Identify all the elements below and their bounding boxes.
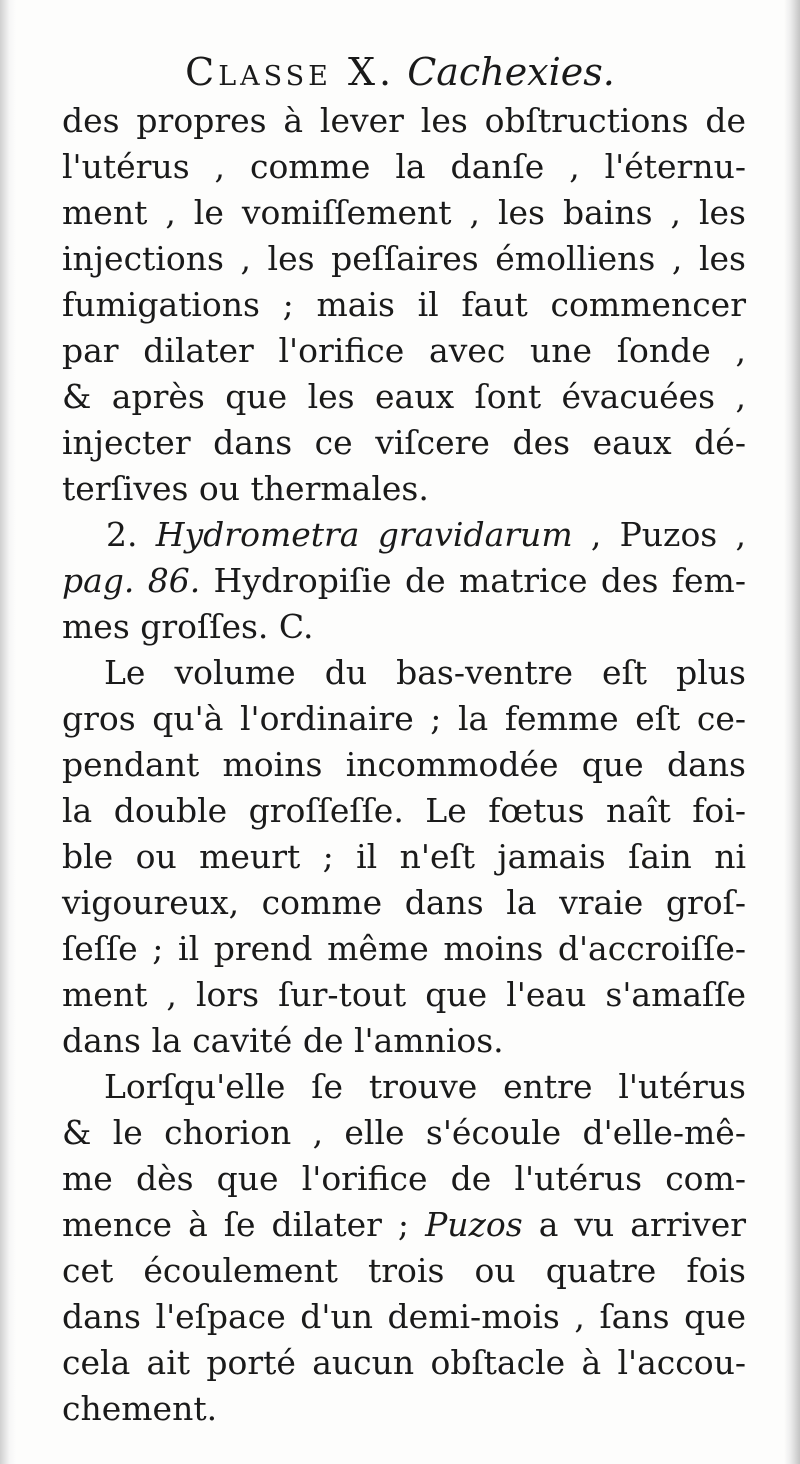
text-line: injections , les peſſaires émolliens , les	[62, 239, 746, 278]
text-line: & après que les eaux ſont évacuées ,	[62, 377, 746, 416]
species-line-2	[62, 558, 746, 604]
text-line: ment , lors ſur-tout que l'eau s'amaſſe	[62, 975, 746, 1014]
paragraph-species-heading	[62, 512, 746, 650]
running-header	[0, 46, 800, 98]
line-text-after: a vu arriver	[538, 1205, 746, 1244]
species-author: , Puzos ,	[590, 515, 746, 554]
text-line: ſeſſe ; il prend même moins d'accroiſſe-	[62, 929, 746, 968]
species-number: 2.	[106, 515, 138, 554]
page-right-edge	[784, 0, 800, 1464]
text-line: ment , le vomiſſement , les bains , les	[62, 193, 746, 232]
page-left-edge	[0, 0, 16, 1464]
text-line-with-author	[62, 1202, 746, 1248]
text-line: par dilater l'orifice avec une ſonde ,	[62, 331, 746, 370]
text-line: injecter dans ce viſcere des eaux dé-	[62, 423, 746, 462]
text-line: ble ou meurt ; il n'eſt jamais ſain ni	[62, 837, 746, 876]
text-line: me dès que l'orifice de l'utérus com-	[62, 1159, 746, 1198]
text-line: l'utérus , comme la danſe , l'éternu-	[62, 147, 746, 186]
author-name-puzos: Puzos	[425, 1205, 523, 1244]
text-line: terſives ou thermales.	[62, 469, 429, 508]
text-line: cela ait porté aucun obſtacle à l'accou-	[62, 1343, 746, 1382]
text-line: gros qu'à l'ordinaire ; la femme eſt ce-	[62, 699, 746, 738]
species-line-1	[62, 512, 746, 558]
header-cachexies: Cachexies.	[407, 50, 615, 94]
text-line: pendant moins incommodée que dans	[62, 745, 746, 784]
paragraph-chorion	[62, 1064, 746, 1432]
text-line: des propres à lever les obſtructions de	[62, 101, 746, 140]
text-line: fumigations ; mais il faut commencer	[62, 285, 746, 324]
line-text-before: mence à ſe dilater ;	[62, 1205, 410, 1244]
paragraph-description	[62, 650, 746, 1064]
text-line: dans la cavité de l'amnios.	[62, 1021, 504, 1060]
body-text	[62, 98, 746, 1432]
species-french-name: Hydropiſie de matrice des fem-	[213, 561, 746, 600]
text-line: la double groſſeſſe. Le fœtus naît foi-	[62, 791, 746, 830]
species-latin-name: Hydrometra gravidarum	[155, 515, 573, 554]
text-line: Lorſqu'elle ſe trouve entre l'utérus	[104, 1067, 746, 1106]
text-line: chement.	[62, 1389, 218, 1428]
text-line: & le chorion , elle s'écoule d'elle-mê-	[62, 1113, 746, 1152]
species-page-ref: pag. 86.	[62, 561, 201, 600]
header-classe: Classe X.	[185, 50, 396, 94]
text-line: dans l'eſpace d'un demi-mois , ſans que	[62, 1297, 746, 1336]
paragraph-treatment	[62, 98, 746, 512]
text-line: cet écoulement trois ou quatre fois	[62, 1251, 746, 1290]
text-line: Le volume du bas-ventre eſt plus	[104, 653, 746, 692]
text-line: vigoureux, comme dans la vraie groſ-	[62, 883, 746, 922]
species-line-3: mes groſſes. C.	[62, 607, 314, 646]
